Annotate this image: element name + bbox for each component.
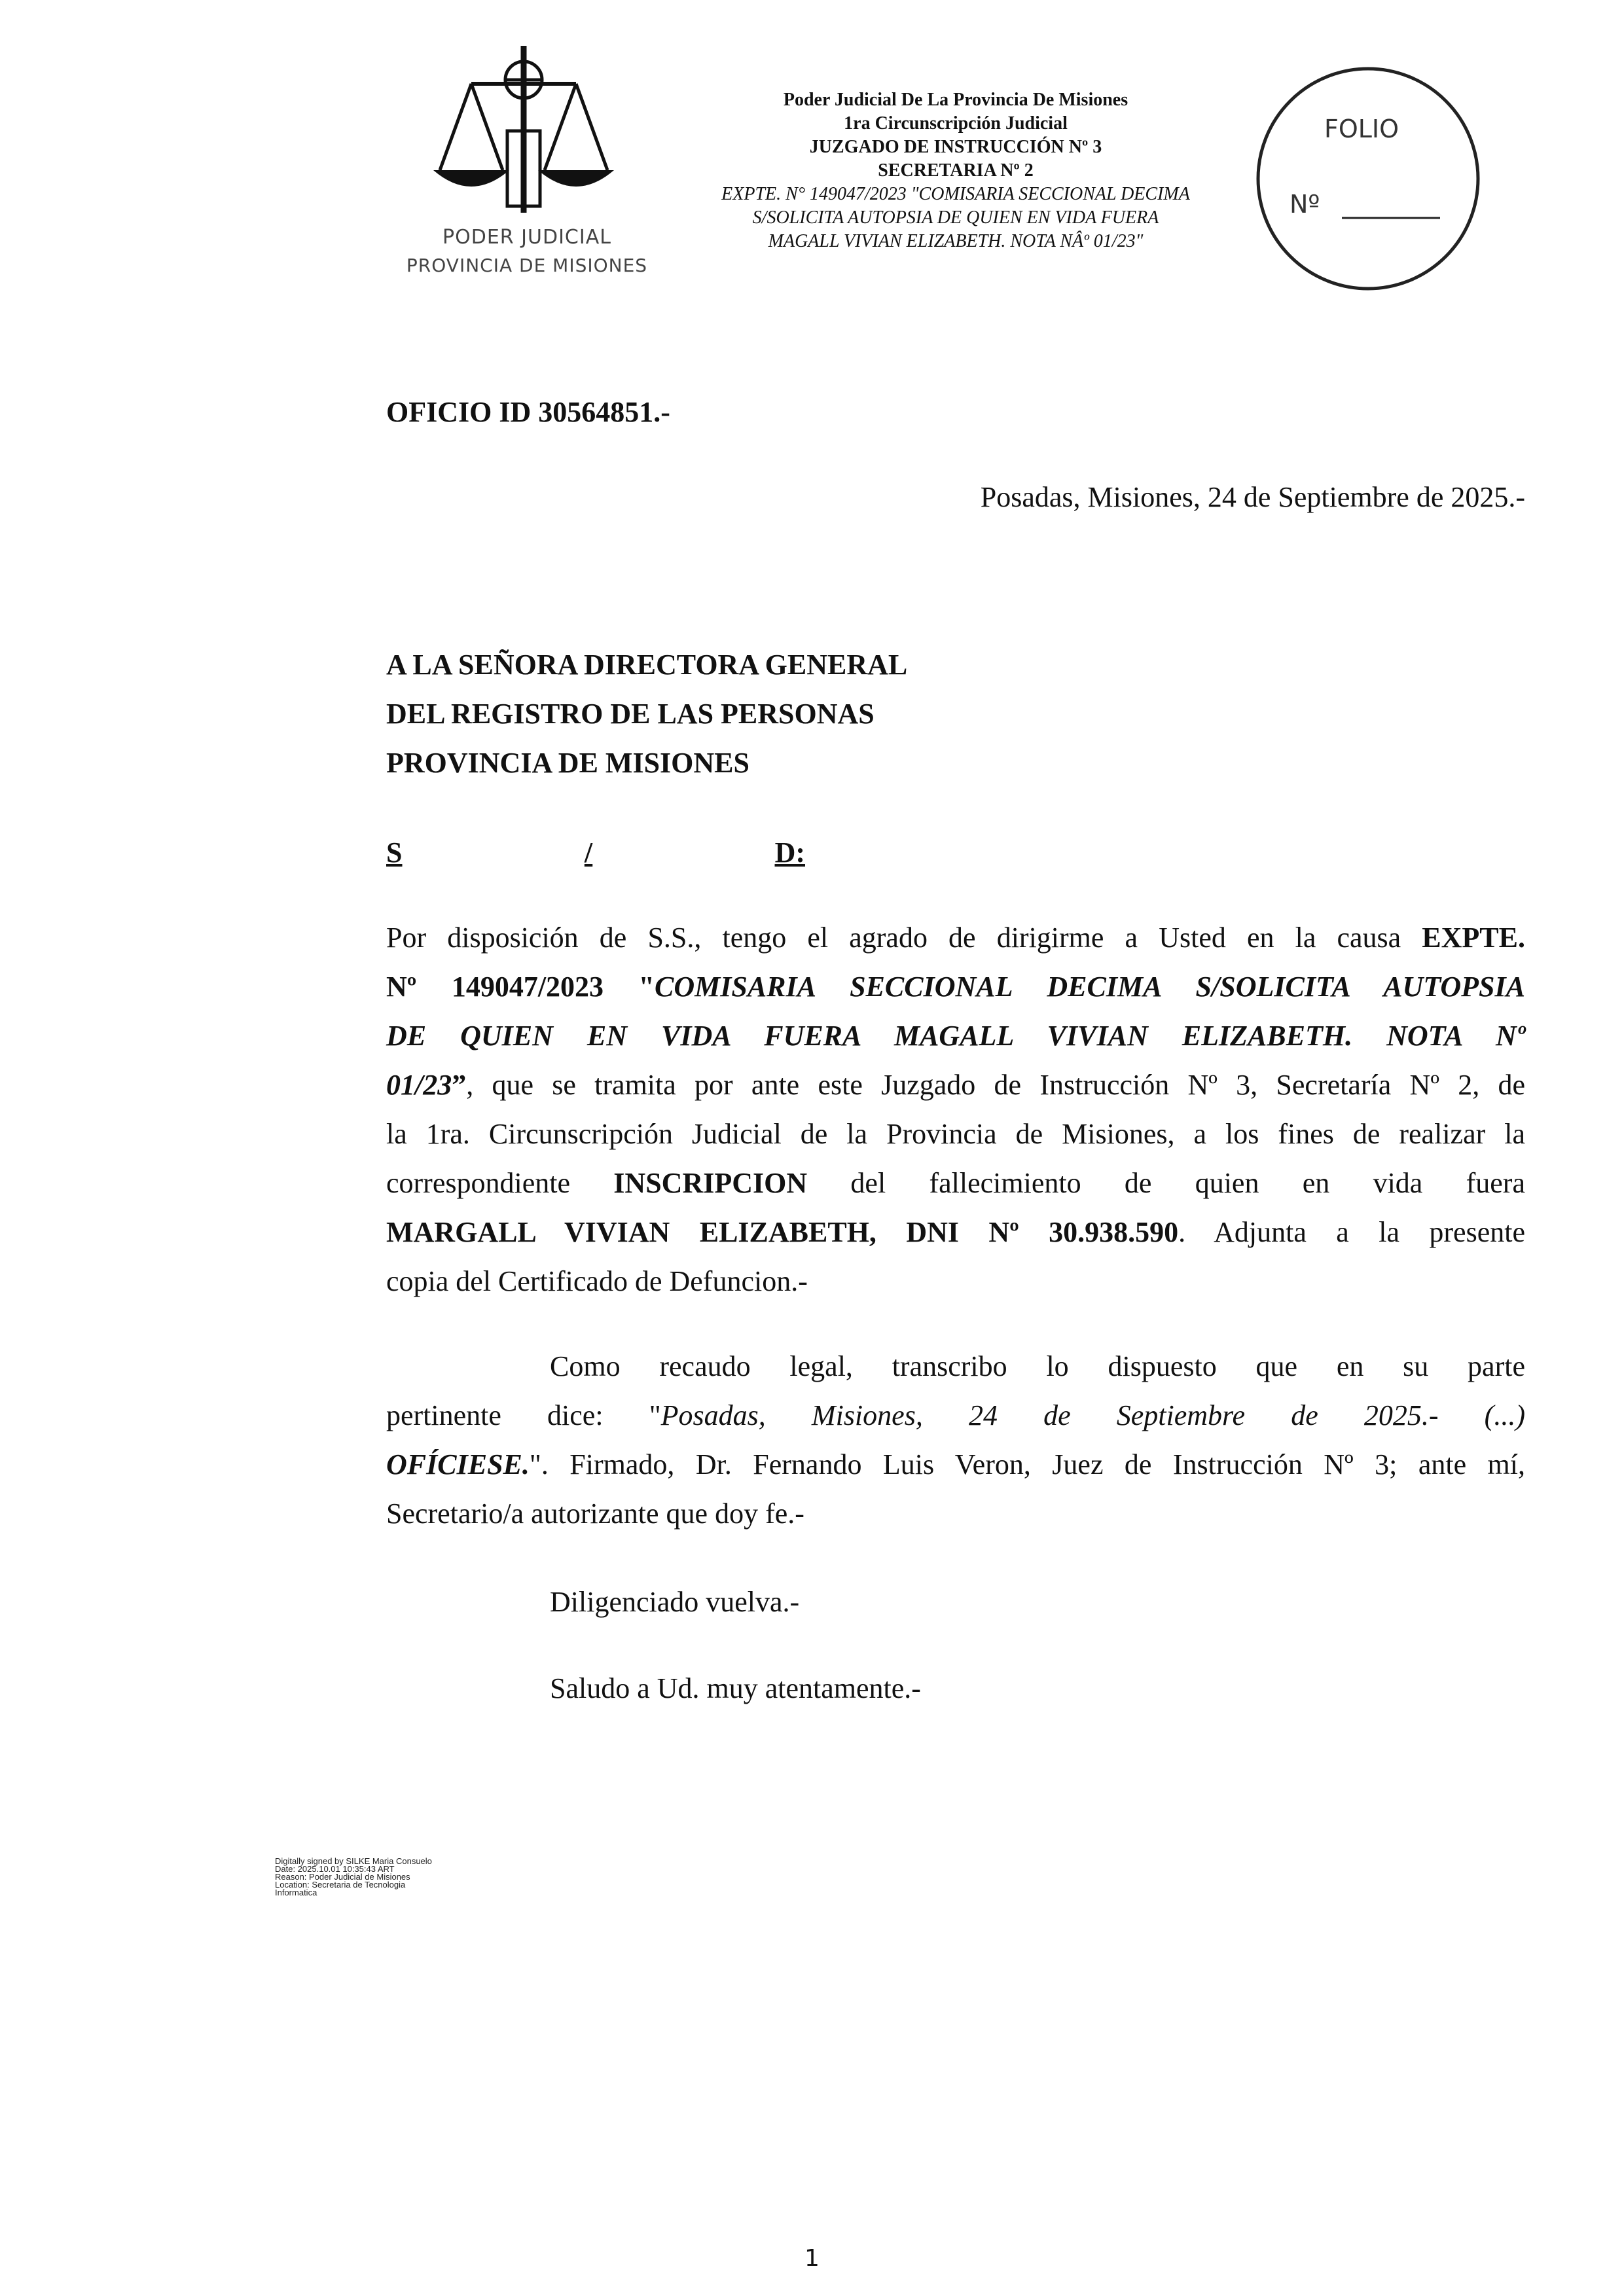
p1-line6: correspondiente INSCRIPCION del fallecimiento de quien en vida fuera (386, 1167, 1525, 1199)
p1-line3: DE QUIEN EN VIDA FUERA MAGALL VIVIAN ELIZABETH. NOTA Nº (386, 1020, 1525, 1052)
header-line2: 1ra Circunscripción Judicial (844, 113, 1068, 134)
sd-s: S (386, 836, 403, 869)
signature-line1: Digitally signed by SILKE Maria Consuelo (275, 1856, 432, 1866)
fecha: Posadas, Misiones, 24 de Septiembre de 2025.- (980, 481, 1525, 513)
header-line5: EXPTE. N° 149047/2023 "COMISARIA SECCIONAL DECIMA (721, 184, 1190, 204)
header-line7: MAGALL VIVIAN ELIZABETH. NOTA NÂº 01/23" (768, 231, 1144, 251)
p2-line3: OFÍCIESE.". Firmado, Dr. Fernando Luis Veron, Juez de Instrucción Nº 3; ante mí, (386, 1448, 1525, 1480)
court-header (668, 88, 1244, 253)
poder-judicial-logo (393, 39, 681, 295)
logo-line1: PODER JUDICIAL (442, 226, 611, 249)
signature-line2: Date: 2025.10.01 10:35:43 ART (275, 1864, 395, 1874)
header-line4: SECRETARIA Nº 2 (878, 160, 1034, 181)
p1-line8: copia del Certificado de Defuncion.- (386, 1265, 808, 1297)
destinatario-line1: A LA SEÑORA DIRECTORA GENERAL (386, 649, 908, 681)
p1-line7: MARGALL VIVIAN ELIZABETH, DNI Nº 30.938.590. Adjunta a la presente (386, 1216, 1525, 1248)
page-number: 1 (804, 2245, 820, 2272)
signature-line3: Reason: Poder Judicial de Misiones (275, 1872, 410, 1882)
header-line6: S/SOLICITA AUTOPSIA DE QUIEN EN VIDA FUERA (752, 207, 1159, 228)
folio-label: FOLIO (1324, 115, 1399, 143)
logo-line2: PROVINCIA DE MISIONES (406, 255, 648, 276)
signature-line4: Location: Secretaria de Tecnologia (275, 1880, 406, 1890)
oficio-id: OFICIO ID 30564851.- (386, 396, 670, 428)
digital-signature (275, 1857, 432, 1897)
paragraph-2 (386, 1342, 1525, 1538)
p1-line1: Por disposición de S.S., tengo el agrado de dirigirme a Usted en la causa EXPTE. (386, 922, 1525, 954)
p2-line2: pertinente dice: "Posadas, Misiones, 24 de Septiembre de 2025.- (...) (386, 1399, 1525, 1431)
sd-d: D: (774, 836, 805, 869)
destinatario (386, 640, 907, 787)
diligenciado: Diligenciado vuelva.- (550, 1586, 800, 1618)
folio-number-label: Nº (1290, 190, 1320, 219)
p1-line4: 01/23”, que se tramita por ante este Juzgado de Instrucción Nº 3, Secretaría Nº 2, de (386, 1069, 1525, 1101)
sd-slash: / (584, 836, 593, 869)
p1-line5: la 1ra. Circunscripción Judicial de la Provincia de Misiones, a los fines de realizar la (386, 1118, 1525, 1150)
header-line3: JUZGADO DE INSTRUCCIÓN Nº 3 (809, 137, 1102, 157)
destinatario-line3: PROVINCIA DE MISIONES (386, 747, 749, 779)
paragraph-1 (386, 913, 1525, 1306)
signature-line5: Informatica (275, 1888, 317, 1897)
folio-stamp (1244, 62, 1492, 298)
salutation-sd (386, 828, 805, 877)
header-line1: Poder Judicial De La Provincia De Misiones (783, 90, 1128, 110)
p2-line4: Secretario/a autorizante que doy fe.- (386, 1498, 804, 1530)
p2-line1: Como recaudo legal, transcribo lo dispuesto que en su parte (550, 1350, 1525, 1382)
p1-line2: Nº 149047/2023 "COMISARIA SECCIONAL DECIMA S/SOLICITA AUTOPSIA (386, 971, 1525, 1003)
scales-of-justice-icon (440, 46, 607, 213)
destinatario-line2: DEL REGISTRO DE LAS PERSONAS (386, 698, 875, 730)
saludo: Saludo a Ud. muy atentamente.- (550, 1672, 921, 1704)
